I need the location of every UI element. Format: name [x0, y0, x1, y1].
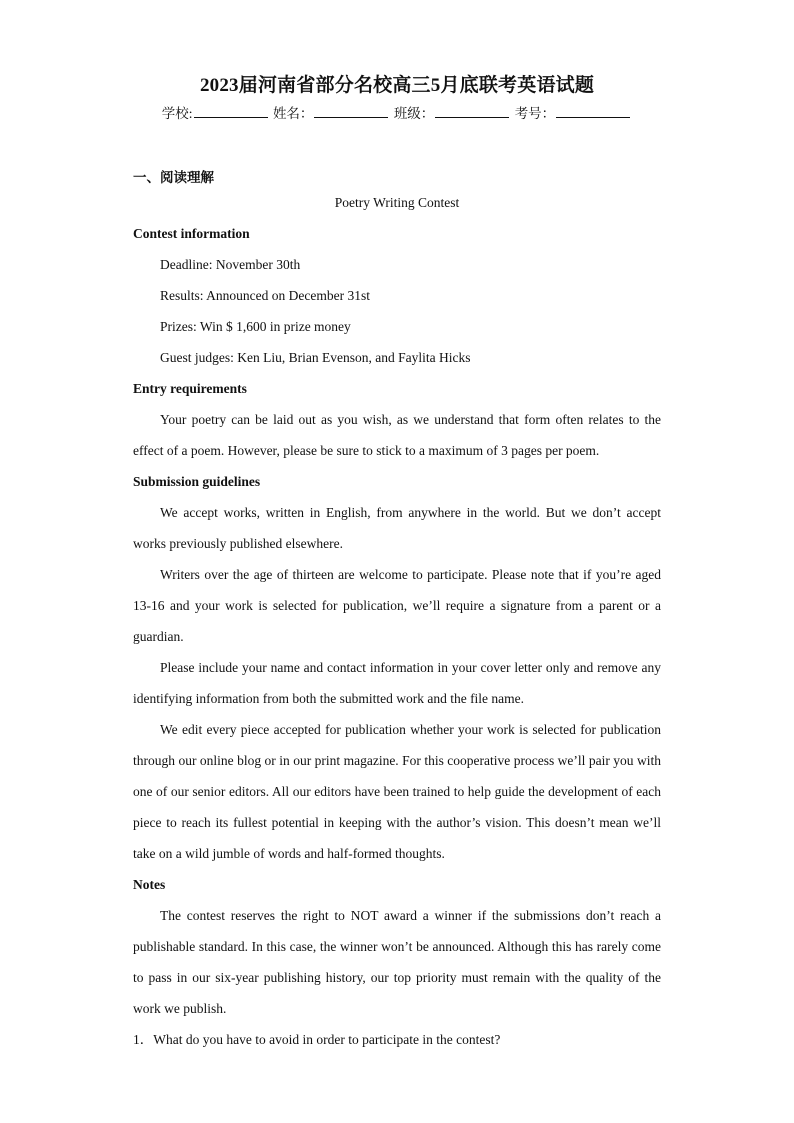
- entry-heading: Entry requirements: [133, 381, 247, 396]
- prizes-line: Prizes: Win $ 1,600 in prize money: [160, 319, 351, 334]
- question-1: 1．What do you have to avoid in order to participate in the contest?: [133, 1032, 501, 1047]
- submission-paragraph-4: We edit every piece accepted for publication whether your work is selected for publication through our online blog or in our print magazine. For this cooperative process we’ll pair you with one of our senior editors. All our editors have been trained to help guide the development of each piece to reach its fullest potential in keeping with the author’s vision. This doesn’t mean we’ll take on a wild jumble of words and half-formed thoughts.: [133, 722, 661, 861]
- submission-heading: Submission guidelines: [133, 474, 261, 489]
- contest-info-heading: Contest information: [133, 226, 250, 241]
- exam-title: 2023届河南省部分名校高三5月底联考英语试题: [199, 75, 595, 96]
- notes-paragraph: The contest reserves the right to NOT award a winner if the submissions don’t reach a publishable standard. In this case, the winner won’t be announced. Although this has rarely come to pass in our six-year publishing history, our top priority must remain with the quality of the work we publish.: [133, 908, 661, 1016]
- reading-passage: [133, 187, 661, 1055]
- name-label: 姓名：: [272, 106, 314, 121]
- results-line: Results: Announced on December 31st: [160, 288, 370, 303]
- submission-paragraph-1: We accept works, written in English, from anywhere in the world. But we don’t accept works previously published elsewhere.: [133, 505, 661, 551]
- class-label: 班级：: [393, 106, 435, 121]
- name-blank[interactable]: [314, 103, 388, 118]
- class-blank[interactable]: [435, 103, 509, 118]
- entry-paragraph: Your poetry can be laid out as you wish, as we understand that form often relates to the effect of a poem. However, please be sure to stick to a maximum of 3 pages per poem.: [133, 412, 661, 458]
- notes-heading: Notes: [133, 877, 166, 892]
- deadline-line: Deadline: November 30th: [160, 257, 301, 272]
- school-label: 学校:: [161, 106, 193, 121]
- passage-title: Poetry Writing Contest: [334, 195, 460, 210]
- student-info-line: [0, 102, 794, 122]
- judges-line: Guest judges: Ken Liu, Brian Evenson, and Faylita Hicks: [160, 350, 471, 365]
- submission-paragraph-3: Please include your name and contact information in your cover letter only and remove any identifying information from both the submitted work and the file name.: [133, 660, 661, 706]
- submission-paragraph-2: Writers over the age of thirteen are welcome to participate. Please note that if you’re aged 13-16 and your work is selected for publication, we’ll require a signature from a parent or a guardian.: [133, 567, 661, 644]
- exam-number-blank[interactable]: [556, 103, 630, 118]
- exam-number-label: 考号：: [514, 106, 556, 121]
- section-heading: 一、阅读理解: [133, 170, 214, 185]
- school-blank[interactable]: [194, 103, 268, 118]
